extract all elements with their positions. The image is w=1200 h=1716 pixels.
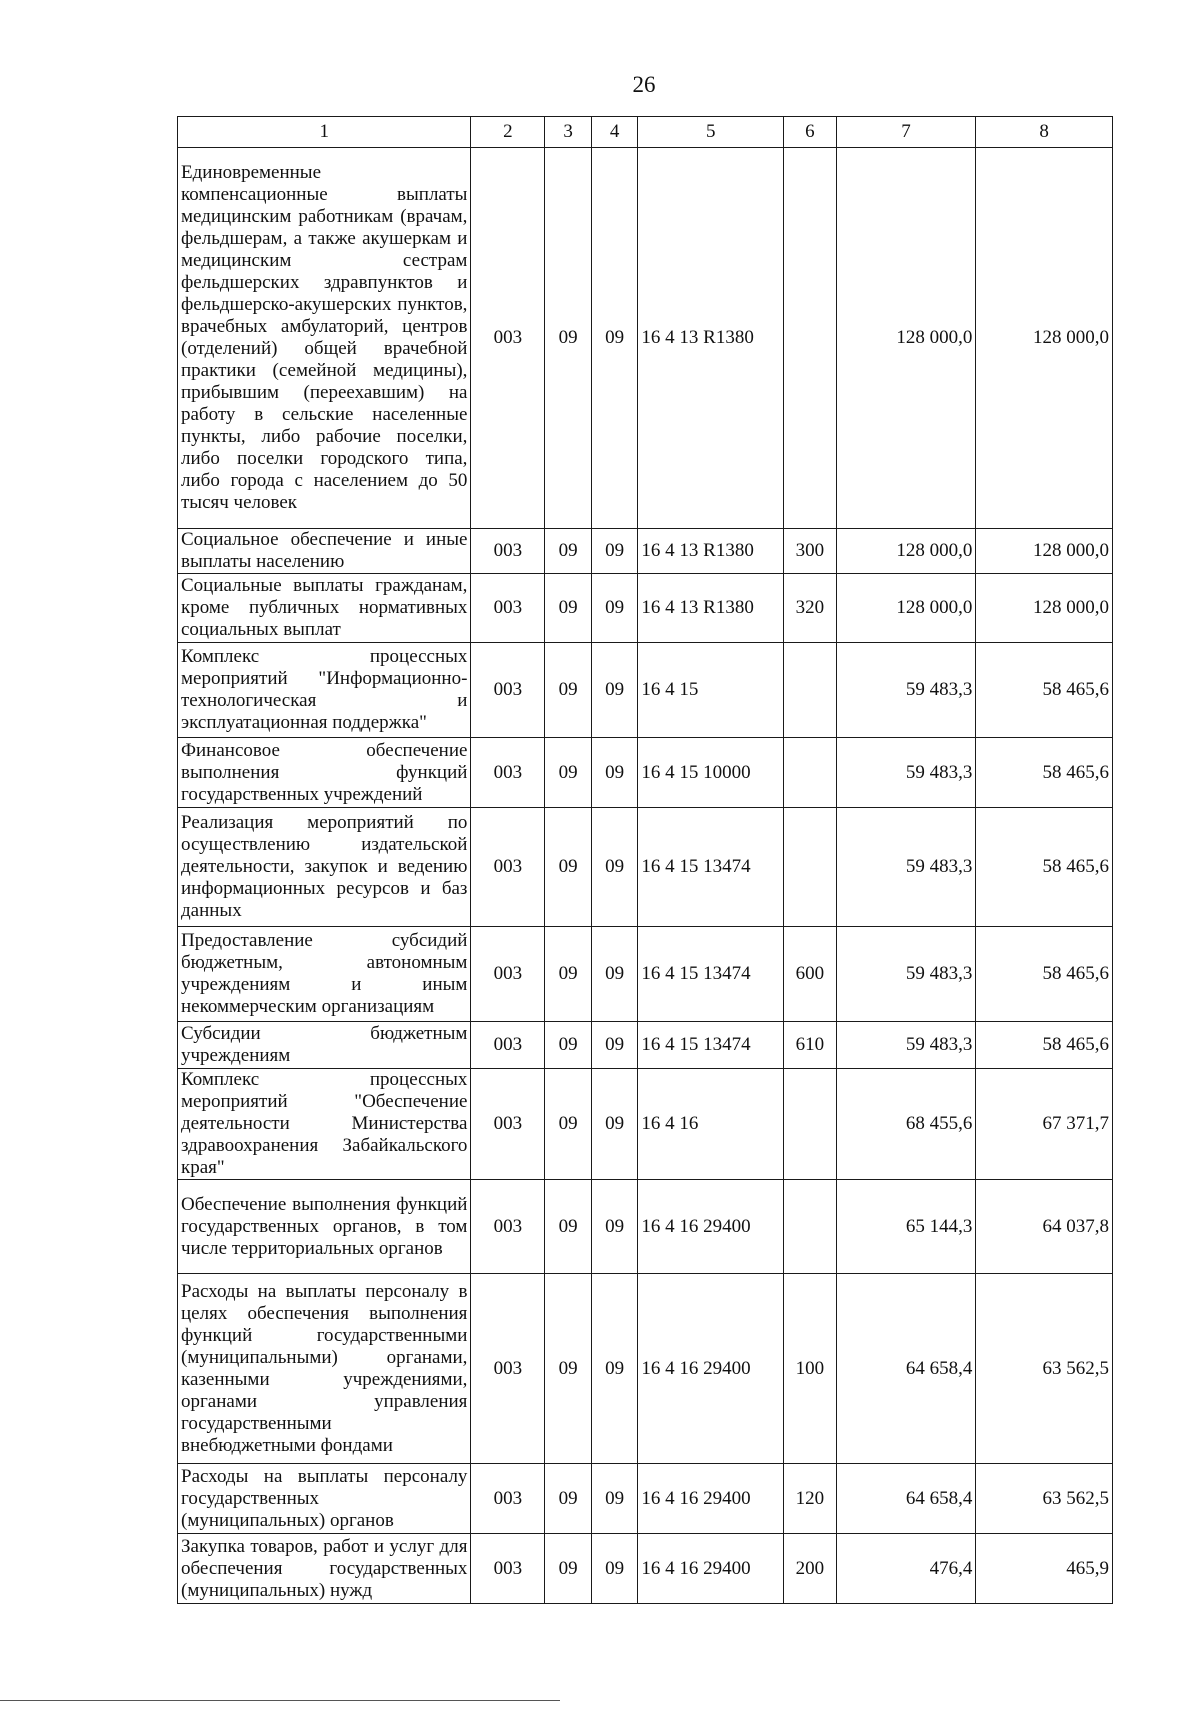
table-row xyxy=(178,1534,1113,1604)
row-name: Обеспечение выполнения функций государственных органов, в том числе территориальных органов xyxy=(178,1180,471,1274)
cell-subsection: 09 xyxy=(591,1180,638,1274)
cell-ministry-code: 003 xyxy=(471,1022,545,1069)
header-row xyxy=(178,117,1113,148)
cell-ministry-code: 003 xyxy=(471,738,545,808)
cell-amount-2: 58 465,6 xyxy=(976,738,1113,808)
cell-target-article: 16 4 15 13474 xyxy=(638,808,784,927)
cell-amount-2: 58 465,6 xyxy=(976,643,1113,738)
cell-amount-1: 128 000,0 xyxy=(836,148,976,529)
cell-ministry-code: 003 xyxy=(471,643,545,738)
col-header: 8 xyxy=(976,117,1113,148)
cell-expense-type: 320 xyxy=(784,574,837,643)
cell-amount-1: 59 483,3 xyxy=(836,1022,976,1069)
cell-ministry-code: 003 xyxy=(471,1274,545,1464)
cell-ministry-code: 003 xyxy=(471,1464,545,1534)
col-header: 5 xyxy=(638,117,784,148)
table-row xyxy=(178,1274,1113,1464)
cell-subsection: 09 xyxy=(591,1069,638,1180)
cell-expense-type: 610 xyxy=(784,1022,837,1069)
cell-subsection: 09 xyxy=(591,1022,638,1069)
cell-expense-type: 300 xyxy=(784,529,837,574)
cell-target-article: 16 4 15 10000 xyxy=(638,738,784,808)
cell-amount-2: 63 562,5 xyxy=(976,1464,1113,1534)
cell-amount-2: 67 371,7 xyxy=(976,1069,1113,1180)
budget-table xyxy=(177,116,1113,1604)
cell-amount-1: 128 000,0 xyxy=(836,529,976,574)
cell-section: 09 xyxy=(545,1022,592,1069)
row-name: Социальные выплаты гражданам, кроме публичных нормативных социальных выплат xyxy=(178,574,471,643)
cell-expense-type: 100 xyxy=(784,1274,837,1464)
row-name: Комплекс процессных мероприятий "Информационно-технологическая и эксплуатационная поддержка" xyxy=(178,643,471,738)
cell-amount-1: 64 658,4 xyxy=(836,1464,976,1534)
cell-expense-type xyxy=(784,808,837,927)
cell-subsection: 09 xyxy=(591,643,638,738)
cell-amount-1: 59 483,3 xyxy=(836,643,976,738)
row-name: Социальное обеспечение и иные выплаты населению xyxy=(178,529,471,574)
cell-subsection: 09 xyxy=(591,927,638,1022)
table-row xyxy=(178,643,1113,738)
cell-expense-type xyxy=(784,738,837,808)
cell-amount-1: 65 144,3 xyxy=(836,1180,976,1274)
cell-amount-1: 476,4 xyxy=(836,1534,976,1604)
row-name: Комплекс процессных мероприятий "Обеспечение деятельности Министерства здравоохранения Забайкальского края" xyxy=(178,1069,471,1180)
cell-amount-2: 64 037,8 xyxy=(976,1180,1113,1274)
table-row xyxy=(178,574,1113,643)
cell-expense-type: 120 xyxy=(784,1464,837,1534)
cell-ministry-code: 003 xyxy=(471,1534,545,1604)
cell-amount-1: 128 000,0 xyxy=(836,574,976,643)
cell-subsection: 09 xyxy=(591,1274,638,1464)
cell-section: 09 xyxy=(545,1464,592,1534)
cell-expense-type: 200 xyxy=(784,1534,837,1604)
row-name: Реализация мероприятий по осуществлению издательской деятельности, закупок и ведению информационных ресурсов и баз данных xyxy=(178,808,471,927)
table-row xyxy=(178,1464,1113,1534)
table-row xyxy=(178,1022,1113,1069)
cell-section: 09 xyxy=(545,1180,592,1274)
cell-amount-2: 58 465,6 xyxy=(976,1022,1113,1069)
cell-target-article: 16 4 15 13474 xyxy=(638,927,784,1022)
cell-ministry-code: 003 xyxy=(471,808,545,927)
bottom-scan-line xyxy=(0,1700,560,1701)
cell-ministry-code: 003 xyxy=(471,1180,545,1274)
row-name: Финансовое обеспечение выполнения функций государственных учреждений xyxy=(178,738,471,808)
table-row xyxy=(178,927,1113,1022)
cell-ministry-code: 003 xyxy=(471,529,545,574)
cell-amount-1: 59 483,3 xyxy=(836,738,976,808)
cell-amount-2: 128 000,0 xyxy=(976,574,1113,643)
cell-section: 09 xyxy=(545,643,592,738)
col-header: 7 xyxy=(836,117,976,148)
cell-target-article: 16 4 13 R1380 xyxy=(638,148,784,529)
cell-subsection: 09 xyxy=(591,148,638,529)
table-row xyxy=(178,738,1113,808)
col-header: 6 xyxy=(784,117,837,148)
cell-expense-type xyxy=(784,643,837,738)
col-header: 1 xyxy=(178,117,471,148)
cell-section: 09 xyxy=(545,529,592,574)
cell-section: 09 xyxy=(545,927,592,1022)
cell-subsection: 09 xyxy=(591,738,638,808)
cell-amount-2: 128 000,0 xyxy=(976,148,1113,529)
cell-section: 09 xyxy=(545,574,592,643)
cell-expense-type: 600 xyxy=(784,927,837,1022)
cell-target-article: 16 4 15 13474 xyxy=(638,1022,784,1069)
cell-section: 09 xyxy=(545,1069,592,1180)
row-name: Закупка товаров, работ и услуг для обеспечения государственных (муниципальных) нужд xyxy=(178,1534,471,1604)
cell-amount-1: 68 455,6 xyxy=(836,1069,976,1180)
cell-subsection: 09 xyxy=(591,1534,638,1604)
col-header: 4 xyxy=(591,117,638,148)
cell-amount-1: 64 658,4 xyxy=(836,1274,976,1464)
cell-amount-2: 63 562,5 xyxy=(976,1274,1113,1464)
col-header: 3 xyxy=(545,117,592,148)
table-row xyxy=(178,1180,1113,1274)
cell-amount-2: 465,9 xyxy=(976,1534,1113,1604)
cell-ministry-code: 003 xyxy=(471,148,545,529)
cell-ministry-code: 003 xyxy=(471,927,545,1022)
cell-section: 09 xyxy=(545,1274,592,1464)
cell-amount-2: 58 465,6 xyxy=(976,927,1113,1022)
cell-target-article: 16 4 16 29400 xyxy=(638,1464,784,1534)
cell-target-article: 16 4 16 29400 xyxy=(638,1534,784,1604)
cell-subsection: 09 xyxy=(591,808,638,927)
table-row xyxy=(178,1069,1113,1180)
cell-expense-type xyxy=(784,148,837,529)
cell-subsection: 09 xyxy=(591,1464,638,1534)
cell-target-article: 16 4 13 R1380 xyxy=(638,529,784,574)
cell-amount-2: 128 000,0 xyxy=(976,529,1113,574)
table-row xyxy=(178,148,1113,529)
cell-ministry-code: 003 xyxy=(471,574,545,643)
cell-subsection: 09 xyxy=(591,574,638,643)
page-number: 26 xyxy=(632,72,656,97)
cell-amount-1: 59 483,3 xyxy=(836,927,976,1022)
cell-amount-1: 59 483,3 xyxy=(836,808,976,927)
row-name: Субсидии бюджетным учреждениям xyxy=(178,1022,471,1069)
cell-target-article: 16 4 16 29400 xyxy=(638,1274,784,1464)
cell-expense-type xyxy=(784,1180,837,1274)
cell-target-article: 16 4 13 R1380 xyxy=(638,574,784,643)
row-name: Предоставление субсидий бюджетным, автономным учреждениям и иным некоммерческим организациям xyxy=(178,927,471,1022)
table-row xyxy=(178,529,1113,574)
cell-section: 09 xyxy=(545,738,592,808)
cell-target-article: 16 4 15 xyxy=(638,643,784,738)
col-header: 2 xyxy=(471,117,545,148)
cell-target-article: 16 4 16 xyxy=(638,1069,784,1180)
cell-section: 09 xyxy=(545,808,592,927)
cell-ministry-code: 003 xyxy=(471,1069,545,1180)
cell-section: 09 xyxy=(545,1534,592,1604)
row-name: Единовременные компенсационные выплаты медицинским работникам (врачам, фельдшерам, а также акушеркам и медицинским сестрам фельдшерских здравпунктов и фельдшерско-акушерских пунктов, врачебных амбулаторий, центров (отделений) общей врачебной практики (семейной медицины), прибывшим (переехавшим) на работу в сельские населенные пункты, либо рабочие поселки, либо поселки городского типа, либо города с населением до 50 тысяч человек xyxy=(178,148,471,529)
cell-section: 09 xyxy=(545,148,592,529)
row-name: Расходы на выплаты персоналу в целях обеспечения выполнения функций государственными (муниципальными) органами, казенными учреждениями, органами управления государственными внебюджетными фондами xyxy=(178,1274,471,1464)
cell-target-article: 16 4 16 29400 xyxy=(638,1180,784,1274)
cell-subsection: 09 xyxy=(591,529,638,574)
cell-expense-type xyxy=(784,1069,837,1180)
row-name: Расходы на выплаты персоналу государственных (муниципальных) органов xyxy=(178,1464,471,1534)
cell-amount-2: 58 465,6 xyxy=(976,808,1113,927)
table-row xyxy=(178,808,1113,927)
